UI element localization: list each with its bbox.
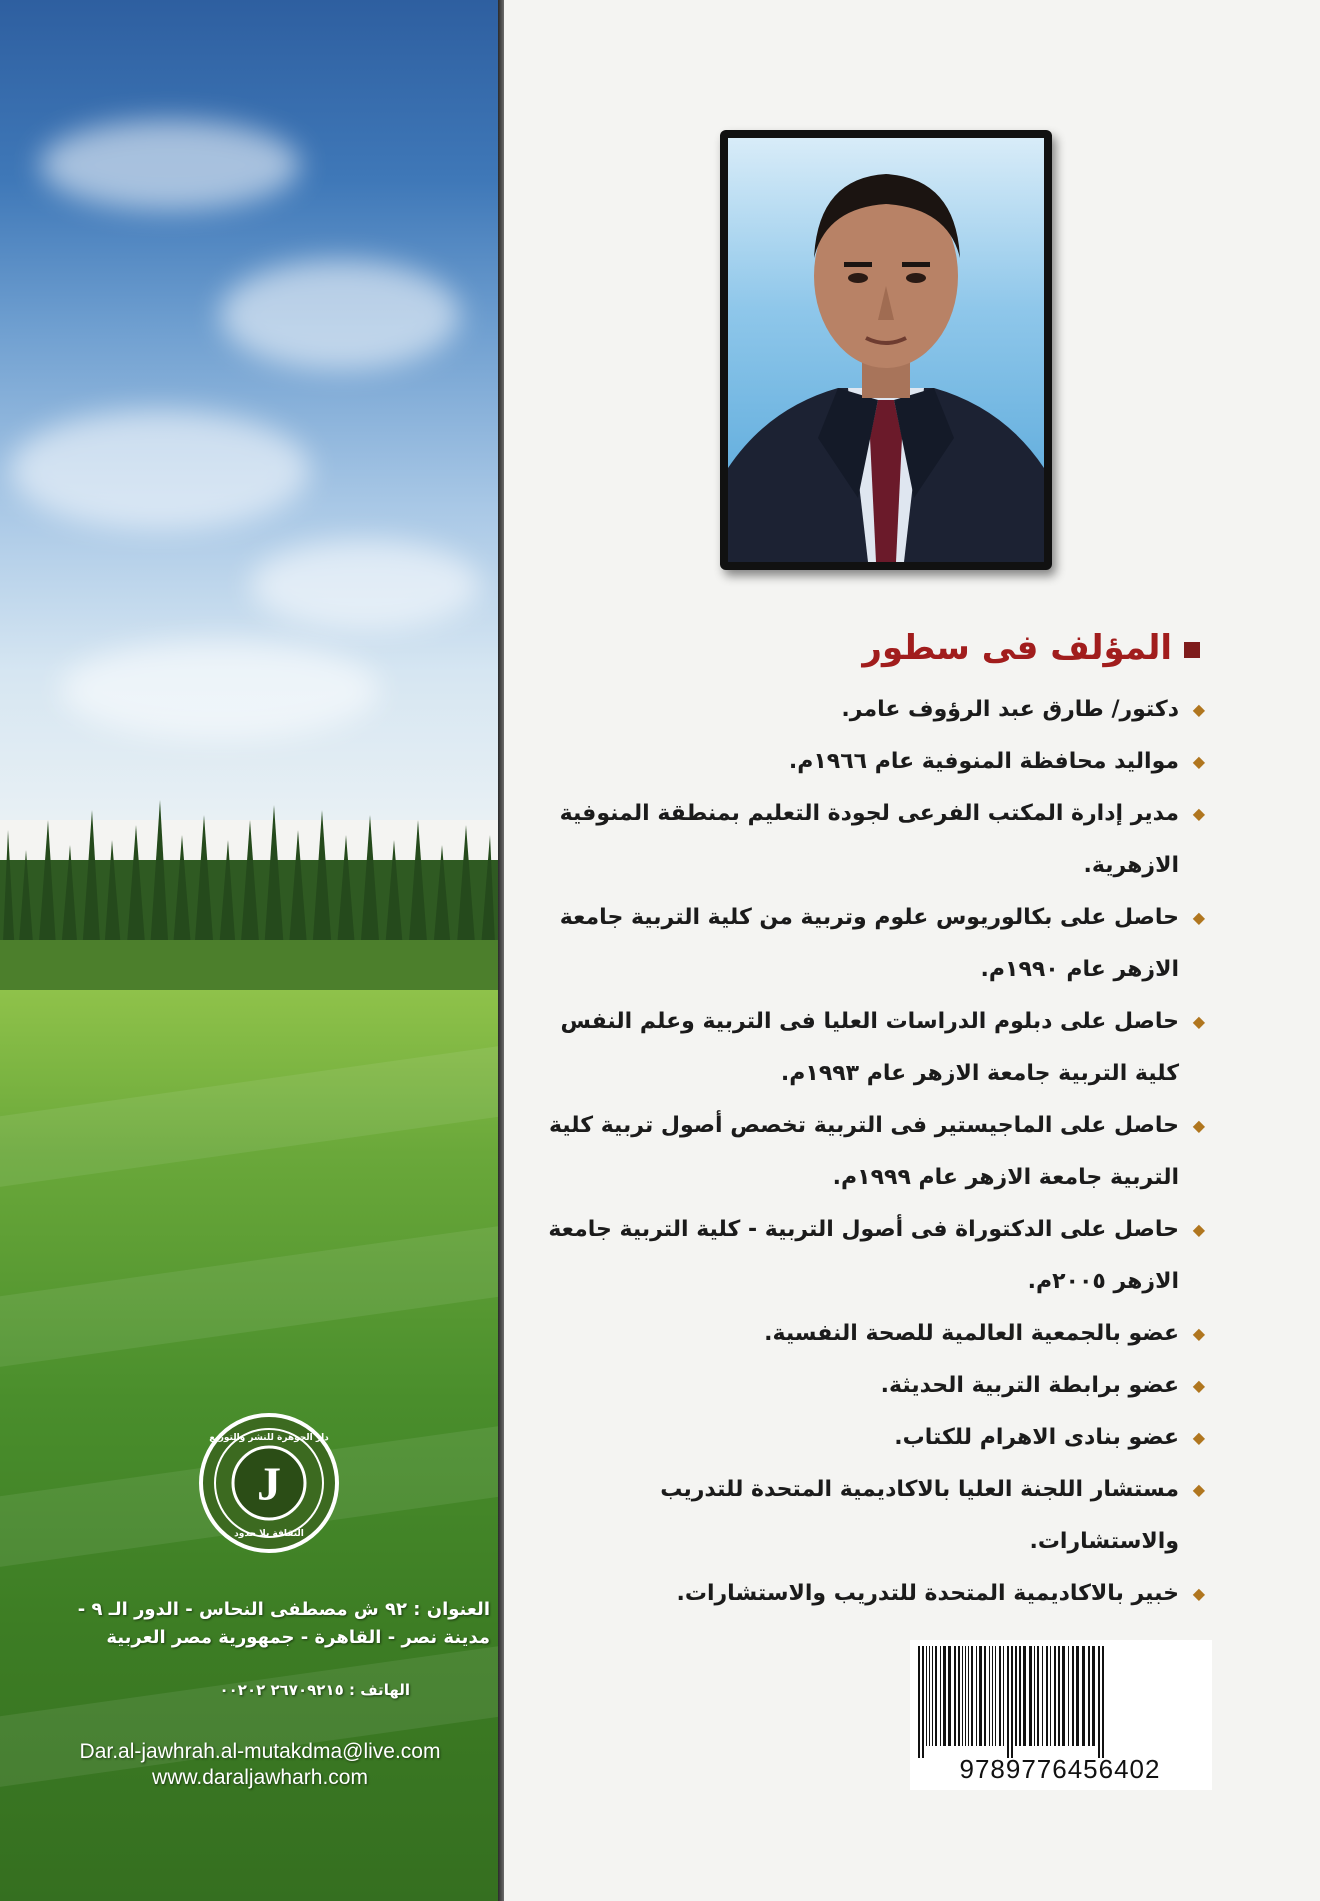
author-bio-list <box>515 684 1205 1620</box>
barcode-bar <box>965 1646 966 1746</box>
barcode-bar <box>1082 1646 1085 1746</box>
barcode-bar <box>995 1646 996 1746</box>
bio-item: ◆ حاصل على الدكتوراة فى أصول التربية - كلية التربية جامعة الازهر ٢٠٠٥م. <box>515 1204 1205 1308</box>
barcode-bar <box>1088 1646 1090 1746</box>
barcode-bar <box>1058 1646 1060 1746</box>
spine-divider <box>498 0 504 1901</box>
bio-item: ◆ خبير بالاكاديمية المتحدة للتدريب والاستشارات. <box>515 1568 1205 1620</box>
publisher-logo-slogan: الثقافة بلا حدود <box>234 1529 304 1539</box>
publisher-address <box>40 1596 490 1652</box>
publisher-website: www.daraljawharh.com <box>152 1766 368 1789</box>
barcode-bar <box>962 1646 963 1746</box>
barcode-bar <box>1015 1646 1017 1746</box>
barcode-bar <box>1037 1646 1039 1746</box>
isbn-number: 9789776456402 <box>959 1754 1161 1784</box>
barcode-bar <box>1068 1646 1069 1746</box>
barcode-bar <box>940 1646 941 1746</box>
publisher-logo-icon <box>198 1412 340 1554</box>
cloud <box>40 120 300 210</box>
author-bio-title-text: المؤلف فى سطور <box>862 628 1172 668</box>
cover-landscape-panel <box>0 0 498 1901</box>
bio-item: ◆ حاصل على الماجيستير فى التربية تخصص أصول تربية كلية التربية جامعة الازهر عام ١٩٩٩م. <box>515 1100 1205 1204</box>
author-photo-frame <box>720 130 1052 570</box>
bio-item: ◆ عضو برابطة التربية الحديثة. <box>515 1360 1205 1412</box>
bio-item: ◆ مواليد محافظة المنوفية عام ١٩٦٦م. <box>515 736 1205 788</box>
barcode-bar <box>992 1646 993 1746</box>
barcode-bar <box>976 1646 977 1746</box>
barcode-bar <box>968 1646 969 1746</box>
barcode-bar <box>1076 1646 1079 1746</box>
barcode-bar <box>1098 1646 1100 1758</box>
bio-item: ◆ مدير إدارة المكتب الفرعى لجودة التعليم بمنطقة المنوفية الازهرية. <box>515 788 1205 892</box>
barcode-bar <box>1007 1646 1009 1758</box>
barcode-bar <box>971 1646 973 1746</box>
barcode-bar <box>1011 1646 1013 1758</box>
forest-treeline <box>0 770 498 1010</box>
barcode-bar <box>1102 1646 1104 1758</box>
barcode-bar <box>958 1646 960 1746</box>
barcode-bar <box>954 1646 956 1746</box>
barcode-bar <box>948 1646 951 1746</box>
bio-item: ◆ عضو بالجمعية العالمية للصحة النفسية. <box>515 1308 1205 1360</box>
barcode-bar <box>929 1646 930 1746</box>
cloud <box>10 410 310 530</box>
publisher-logo-name: دار الجوهرة للنشر والتوزيع <box>209 1433 329 1443</box>
barcode-bar <box>1003 1646 1004 1746</box>
barcode-bar <box>1054 1646 1056 1746</box>
barcode-bar <box>1019 1646 1021 1746</box>
barcode-bar <box>935 1646 937 1746</box>
bio-item: ◆ حاصل على دبلوم الدراسات العليا فى التربية وعلم النفس كلية التربية جامعة الازهر عام ١٩٩٣م. <box>515 996 1205 1100</box>
barcode-bar <box>1042 1646 1043 1746</box>
barcode-bar <box>918 1646 920 1758</box>
author-portrait-icon <box>728 138 1044 562</box>
author-photo <box>728 138 1044 562</box>
barcode-bar <box>943 1646 946 1746</box>
publisher-logo-letter: J <box>257 1458 281 1511</box>
author-bio-title <box>700 628 1200 668</box>
barcode-bar <box>999 1646 1001 1746</box>
barcode-bar <box>1023 1646 1026 1746</box>
address-line-2: مدينة نصر - القاهرة - جمهورية مصر العربية <box>106 1627 490 1648</box>
cloud <box>250 540 480 630</box>
title-square-icon <box>1184 642 1200 658</box>
bio-item: ◆ مستشار اللجنة العليا بالاكاديمية المتحدة للتدريب والاستشارات. <box>515 1464 1205 1568</box>
barcode-bar <box>926 1646 927 1746</box>
barcode-bar <box>1062 1646 1065 1746</box>
barcode-bar <box>932 1646 933 1746</box>
barcode-bar <box>1046 1646 1048 1746</box>
barcode-bar <box>1050 1646 1051 1746</box>
cloud <box>60 640 380 740</box>
barcode-bar <box>1029 1646 1032 1746</box>
barcode-bar <box>1072 1646 1074 1746</box>
barcode-bar <box>1034 1646 1035 1746</box>
barcode-bar <box>922 1646 924 1758</box>
bio-item: ◆ حاصل على بكالوريوس علوم وتربية من كلية التربية جامعة الازهر عام ١٩٩٠م. <box>515 892 1205 996</box>
barcode-bar <box>979 1646 982 1746</box>
bio-item: ◆ عضو بنادى الاهرام للكتاب. <box>515 1412 1205 1464</box>
publisher-email: Dar.al-jawhrah.al-mutakdma@live.com <box>79 1740 441 1763</box>
barcode-bar <box>984 1646 986 1746</box>
bio-item: ◆ دكتور/ طارق عبد الرؤوف عامر. <box>515 684 1205 736</box>
barcode-bar <box>989 1646 990 1746</box>
cloud <box>220 260 460 370</box>
publisher-phone: الهاتف : ٢٦٧٠٩٢١٥ ٠٠٢٠٢ <box>219 1681 410 1699</box>
address-line-1: العنوان : ٩٢ ش مصطفى النحاس - الدور الـ ٩ - <box>77 1599 490 1620</box>
barcode-bar <box>1092 1646 1095 1746</box>
